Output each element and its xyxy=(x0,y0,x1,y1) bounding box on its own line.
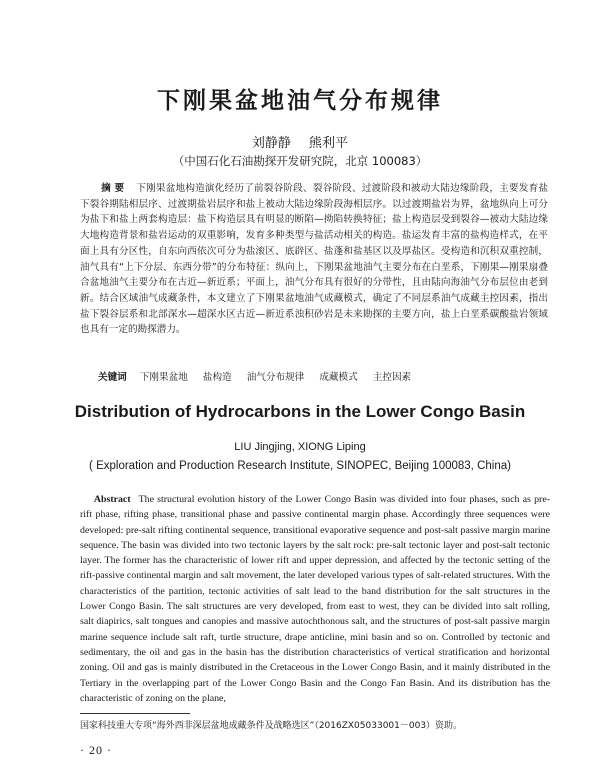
english-abstract xyxy=(80,492,550,706)
page-number: · 20 · xyxy=(80,743,112,757)
english-title: Distribution of Hydrocarbons in the Lower Congo Basin xyxy=(74,402,526,421)
keyword: 油气分布规律 xyxy=(246,372,305,383)
chinese-abstract-text: 下刚果盆地构造演化经历了前裂谷阶段、裂谷阶段、过渡阶段和被动大陆边缘阶段，主要发育盐下裂谷期陆相层序、过渡期盐岩层序和盐上被动大陆边缘阶段海相层序。以过渡期盐岩为界，盆地纵向上可分为盐下和盐上两套构造层：盐下构造层具有明显的断陷—拗陷转换特征；盐上构造层受到裂谷—被动大陆边缘大地构造背景和盐岩运动的双重影响，发育多种类型与盐活动相关的构造。盐运发育丰富的盐构造样式，在平面上具有分区性，自东向西依次可分为盐滚区、底辟区、盐蓬和盐基区以及厚盐区。受构造和沉积双重控制，油气具有“上下分层、东西分带”的分布特征：纵向上，下刚果盆地油气主要分布在白垩系，下刚果—刚果扇叠合盆地油气主要分布在古近—新近系；平面上，油气分布具有很好的分带性，且由陆向海油气分布层位由老到新。结合区域油气成藏条件，本文建立了下刚果盆地油气成藏模式，确定了不同层系油气成藏主控因素，指出盐下裂谷层系和北部深水—超深水区古近—新近系浊积砂岩是未来勘探的主要方向，盐上白垩系碳酸盐岩领域也具有一定的勘探潜力。 xyxy=(80,183,548,336)
english-affiliation: ( Exploration and Production Research Institute, SINOPEC, Beijing 100083, China) xyxy=(89,460,511,472)
chinese-authors: 刘静静 熊利平 xyxy=(251,136,349,151)
chinese-keywords-label: 关键词 xyxy=(98,372,127,383)
keyword: 盐构造 xyxy=(202,372,232,383)
english-abstract-label: Abstract xyxy=(93,494,131,505)
keyword: 下刚果盆地 xyxy=(139,372,188,383)
chinese-keywords xyxy=(98,369,548,383)
footnote-divider xyxy=(80,713,190,714)
english-authors: LIU Jingjing, XIONG Liping xyxy=(234,441,366,453)
keyword: 成藏模式 xyxy=(319,372,358,383)
funding-note: 国家科技重大专项“海外西非深层盆地成藏条件及战略选区”（2016ZX05033001－003）资助。 xyxy=(80,721,463,731)
chinese-abstract-label: 摘 要 xyxy=(101,183,125,194)
chinese-affiliation: （中国石化石油勘探开发研究院，北京 100083） xyxy=(172,154,428,168)
chinese-title: 下刚果盆地油气分布规律 xyxy=(157,87,443,114)
keyword: 主控因素 xyxy=(372,372,412,383)
chinese-abstract xyxy=(80,181,548,338)
english-abstract-text: The structural evolution history of the Lower Congo Basin was divided into four phases, such as pre-rift phase, rifting phase, transitional phase and passive continental margin phase. Accordingly three sequences were developed: pre-salt rifting continental sequence, transitional evaporative sequence and post-salt passive margin marine sequence. The basin was divided into two tectonic layers by the salt rock: pre-salt tectonic layer and post-salt tectonic layer. The former has the characteristic of lower rift and upper depression, and affected by the tectonic setting of the rift-passive continental margin and salt movement, the later developed various types of salt-related structures. With the characteristics of the partition, tectonic activities of salt lead to the band distribution for the salt structures in the Lower Congo Basin. The salt structures are very developed, from east to west, they can be divided into salt rolling, salt diapirics, salt tongues and canopies and massive autochthonous salt, and the structures of post-salt passive margin marine sequence include salt raft, turtle structure, drape anticline, mini basin and so on. Controlled by tectonic and sedimentary, the oil and gas in the basin has the distribution characteristics of vertical stratification and horizontal zoning. Oil and gas is mainly distributed in the Cretaceous in the Lower Congo Basin, and it mainly distributed in the Tertiary in the overlapping part of the Lower Congo Basin and the Congo Fan Basin. And its distribution has the characteristic of zoning on the plane, xyxy=(80,494,550,704)
